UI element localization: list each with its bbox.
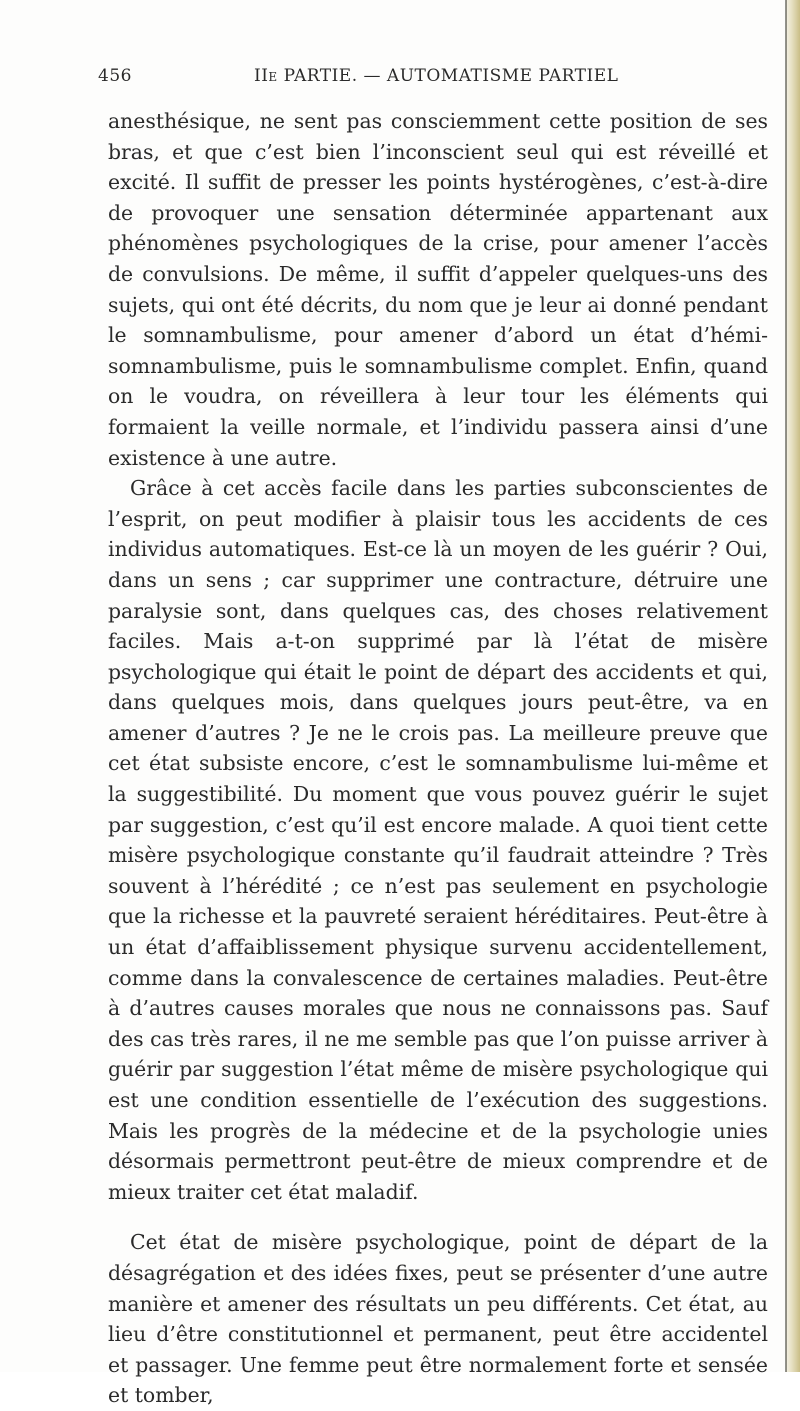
page-edge-line (785, 0, 787, 1372)
running-head (98, 66, 758, 92)
paragraph-3: Cet état de misère psychologique, point de départ de la désagrégation et des idées fixes, peut se présenter d’une autre manière et amener des résultats un peu différents. Cet état, au lieu d’être constitutionnel et permanent, peut être accidentel et passager. Une femme peut être normalement forte et sensée et tomber, (108, 1230, 768, 1408)
paragraph-2: Grâce à cet accès facile dans les parties subconscientes de l’esprit, on peut modifier à plaisir tous les accidents de ces individus automatiques. Est-ce là un moyen de les guérir ? Oui, dans un sens ; car supprimer une contracture, détruire une paralysie sont, dans quelques cas, des choses relativement faciles. Mais a-t-on supprimé par là l’état de misère psychologique qui était le point de départ des accidents et qui, dans quelques mois, dans quelques jours peut-être, va en amener d’autres ? Je ne le crois pas. La meilleure preuve que cet état subsiste encore, c’est le somnambulisme lui-même et la suggestibilité. Du moment que vous pouvez guérir le sujet par suggestion, c’est qu’il est encore malade. A quoi tient cette misère psychologique constante qu’il faudrait atteindre ? Très souvent à l’hérédité ; ce n’est pas seulement en psychologie que la richesse et la pauvreté seraient héréditaires. Peut-être à un état d’affaiblissement physique survenu accidentellement, comme dans la convalescence de certaines maladies. Peut-être à d’autres causes morales que nous ne connaissons pas. Sauf des cas très rares, il ne me semble pas que l’on puisse arriver à guérir par suggestion l’état même de misère psychologique qui est une condition essentielle de l’exécution des suggestions. Mais les progrès de la médecine et de la psychologie unies désormais permettront peut-être de mieux comprendre et de mieux traiter cet état maladif. (108, 476, 768, 1204)
page-number: 456 (98, 66, 132, 86)
paragraph-1: anesthésique, ne sent pas consciemment cette position de ses bras, et que c’est bien l’inconscient seul qui est réveillé et excité. Il suffit de presser les points hystérogènes, c’est-à-dire de provoquer une sensation déterminée appartenant aux phénomènes psychologiques de la crise, pour amener l’accès de convulsions. De même, il suffit d’appeler quelques-uns des sujets, qui ont été décrits, du nom que je leur ai donné pendant le somnambulisme, pour amener d’abord un état d’hémi-somnambulisme, puis le somnambulisme complet. Enfin, quand on le voudra, on réveillera à leur tour les éléments qui formaient la veille normale, et l’individu passera ainsi d’une existence à une autre. (108, 109, 768, 470)
running-head-title: IIe PARTIE. — AUTOMATISME PARTIEL (254, 66, 619, 86)
body-text (108, 106, 768, 1411)
page-edge-shadow (786, 0, 800, 1372)
